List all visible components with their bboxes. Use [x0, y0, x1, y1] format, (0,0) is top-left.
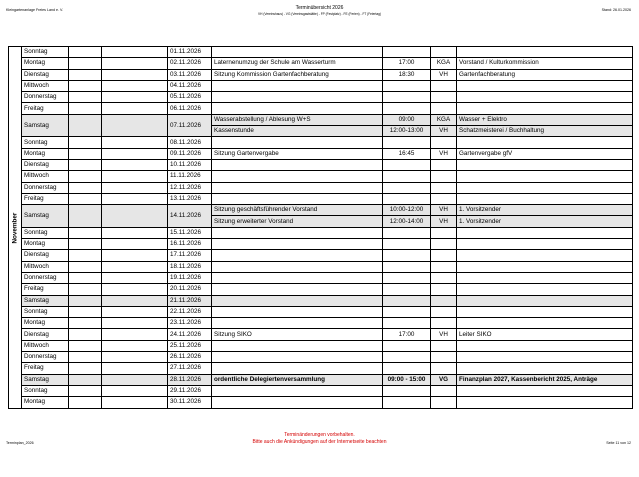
event-cell [212, 306, 383, 317]
time-cell [383, 295, 431, 306]
page-header [0, 5, 639, 16]
place-cell: VH [431, 69, 457, 80]
weekday-cell: Dienstag [22, 69, 69, 80]
date-cell: 27.11.2026 [168, 363, 212, 374]
date-cell: 28.11.2026 [168, 374, 212, 385]
table-row [9, 397, 633, 408]
date-cell: 04.11.2026 [168, 80, 212, 91]
table-row [9, 329, 633, 340]
page-title: Terminübersicht 2026 [295, 5, 344, 11]
time-cell [383, 47, 431, 58]
weekday-cell: Freitag [22, 103, 69, 114]
time-cell [383, 250, 431, 261]
time-cell: 09:00 - 15:00 [383, 374, 431, 385]
table-row [9, 272, 633, 283]
responsible-cell: Gartenvergabe gfV [457, 148, 633, 159]
responsible-cell [457, 159, 633, 170]
blank-cell [69, 171, 102, 182]
place-cell [431, 171, 457, 182]
table-row [9, 182, 633, 193]
weekday-cell: Sonntag [22, 385, 69, 396]
responsible-cell [457, 261, 633, 272]
month-label: November [9, 47, 22, 409]
table-row [9, 103, 633, 114]
blank-cell [102, 227, 168, 238]
table-row [9, 159, 633, 170]
place-cell: VH [431, 126, 457, 137]
place-cell: VH [431, 329, 457, 340]
event-cell [212, 250, 383, 261]
event-cell [212, 137, 383, 148]
event-cell: Kassenstunde [212, 126, 383, 137]
time-cell [383, 318, 431, 329]
responsible-cell [457, 239, 633, 250]
blank-cell [102, 363, 168, 374]
blank-cell [102, 250, 168, 261]
weekday-cell: Freitag [22, 284, 69, 295]
blank-cell [69, 352, 102, 363]
time-cell [383, 397, 431, 408]
date-cell: 23.11.2026 [168, 318, 212, 329]
blank-cell [102, 352, 168, 363]
footer-notice [0, 432, 639, 446]
weekday-cell: Mittwoch [22, 340, 69, 351]
table-row [9, 193, 633, 204]
blank-cell [102, 47, 168, 58]
place-cell [431, 227, 457, 238]
date-cell: 24.11.2026 [168, 329, 212, 340]
blank-cell [102, 114, 168, 137]
weekday-cell: Samstag [22, 205, 69, 228]
blank-cell [69, 159, 102, 170]
time-cell: 17:00 [383, 329, 431, 340]
location-legend: VH (Vereinshaus) - VG (Vereinsgaststätte) - FP (Festplatz) - FE (Ferien) - FT (Feiertag) [258, 12, 381, 16]
blank-cell [69, 92, 102, 103]
blank-cell [69, 374, 102, 385]
table-row [9, 306, 633, 317]
blank-cell [102, 318, 168, 329]
event-cell [212, 272, 383, 283]
event-cell: Wasserabstellung / Ablesung W+S [212, 114, 383, 125]
responsible-cell [457, 171, 633, 182]
event-cell [212, 227, 383, 238]
date-cell: 01.11.2026 [168, 47, 212, 58]
place-cell [431, 306, 457, 317]
place-cell: VH [431, 148, 457, 159]
responsible-cell [457, 182, 633, 193]
weekday-cell: Montag [22, 318, 69, 329]
time-cell [383, 385, 431, 396]
responsible-cell: Leiter SIKO [457, 329, 633, 340]
table-row [9, 239, 633, 250]
blank-cell [69, 182, 102, 193]
date-cell: 06.11.2026 [168, 103, 212, 114]
date-cell: 02.11.2026 [168, 58, 212, 69]
weekday-cell: Samstag [22, 374, 69, 385]
blank-cell [69, 69, 102, 80]
weekday-cell: Dienstag [22, 159, 69, 170]
event-cell [212, 352, 383, 363]
blank-cell [69, 137, 102, 148]
blank-cell [102, 103, 168, 114]
weekday-cell: Donnerstag [22, 182, 69, 193]
blank-cell [69, 227, 102, 238]
date-cell: 19.11.2026 [168, 272, 212, 283]
blank-cell [102, 272, 168, 283]
revision-date: Stand: 26.01.2026 [601, 8, 631, 12]
page-number: Seite 11 von 12 [606, 441, 631, 445]
weekday-cell: Donnerstag [22, 92, 69, 103]
time-cell [383, 340, 431, 351]
place-cell [431, 397, 457, 408]
table-row [9, 137, 633, 148]
responsible-cell: Vorstand / Kulturkommission [457, 58, 633, 69]
date-cell: 29.11.2026 [168, 385, 212, 396]
event-cell [212, 239, 383, 250]
blank-cell [69, 103, 102, 114]
weekday-cell: Freitag [22, 363, 69, 374]
blank-cell [69, 284, 102, 295]
date-cell: 30.11.2026 [168, 397, 212, 408]
time-cell [383, 182, 431, 193]
weekday-cell: Samstag [22, 114, 69, 137]
place-cell [431, 340, 457, 351]
event-cell [212, 318, 383, 329]
date-cell: 18.11.2026 [168, 261, 212, 272]
time-cell [383, 92, 431, 103]
place-cell: KGA [431, 58, 457, 69]
place-cell [431, 92, 457, 103]
time-cell [383, 103, 431, 114]
weekday-cell: Dienstag [22, 329, 69, 340]
place-cell [431, 261, 457, 272]
responsible-cell [457, 318, 633, 329]
responsible-cell [457, 250, 633, 261]
blank-cell [102, 193, 168, 204]
responsible-cell [457, 397, 633, 408]
event-cell [212, 385, 383, 396]
time-cell [383, 80, 431, 91]
blank-cell [69, 272, 102, 283]
blank-cell [69, 239, 102, 250]
time-cell: 16:45 [383, 148, 431, 159]
blank-cell [102, 385, 168, 396]
blank-cell [69, 295, 102, 306]
blank-cell [69, 47, 102, 58]
event-cell: Sitzung geschäftsführender Vorstand [212, 205, 383, 216]
place-cell [431, 272, 457, 283]
event-cell [212, 103, 383, 114]
table-row [9, 295, 633, 306]
place-cell [431, 385, 457, 396]
place-cell [431, 103, 457, 114]
event-cell [212, 159, 383, 170]
responsible-cell: Schatzmeisterei / Buchhaltung [457, 126, 633, 137]
time-cell [383, 171, 431, 182]
place-cell [431, 159, 457, 170]
time-cell: 12:00-14:00 [383, 216, 431, 227]
weekday-cell: Sonntag [22, 47, 69, 58]
blank-cell [102, 171, 168, 182]
event-cell: Sitzung erweiterter Vorstand [212, 216, 383, 227]
weekday-cell: Mittwoch [22, 80, 69, 91]
table-row [9, 318, 633, 329]
event-cell [212, 284, 383, 295]
weekday-cell: Donnerstag [22, 352, 69, 363]
date-cell: 17.11.2026 [168, 250, 212, 261]
time-cell [383, 352, 431, 363]
time-cell [383, 363, 431, 374]
blank-cell [69, 80, 102, 91]
place-cell [431, 47, 457, 58]
blank-cell [102, 205, 168, 228]
place-cell: KGA [431, 114, 457, 125]
blank-cell [102, 374, 168, 385]
blank-cell [69, 148, 102, 159]
event-cell [212, 182, 383, 193]
event-cell [212, 193, 383, 204]
time-cell: 17:00 [383, 58, 431, 69]
blank-cell [102, 92, 168, 103]
organization-name: Kleingartenanlage Freies Land e. V. [6, 8, 64, 12]
date-cell: 21.11.2026 [168, 295, 212, 306]
table-row [9, 227, 633, 238]
weekday-cell: Dienstag [22, 250, 69, 261]
weekday-cell: Samstag [22, 295, 69, 306]
blank-cell [69, 340, 102, 351]
place-cell [431, 284, 457, 295]
weekday-cell: Sonntag [22, 227, 69, 238]
responsible-cell [457, 227, 633, 238]
weekday-cell: Sonntag [22, 306, 69, 317]
responsible-cell [457, 295, 633, 306]
blank-cell [69, 261, 102, 272]
table-row [9, 363, 633, 374]
place-cell [431, 352, 457, 363]
time-cell [383, 284, 431, 295]
weekday-cell: Montag [22, 397, 69, 408]
responsible-cell [457, 80, 633, 91]
table-row [9, 80, 633, 91]
weekday-cell: Montag [22, 239, 69, 250]
blank-cell [102, 159, 168, 170]
responsible-cell [457, 340, 633, 351]
blank-cell [102, 182, 168, 193]
place-cell [431, 239, 457, 250]
date-cell: 11.11.2026 [168, 171, 212, 182]
date-cell: 08.11.2026 [168, 137, 212, 148]
responsible-cell [457, 47, 633, 58]
table-row [9, 374, 633, 385]
blank-cell [69, 318, 102, 329]
blank-cell [69, 329, 102, 340]
blank-cell [69, 385, 102, 396]
time-cell [383, 193, 431, 204]
responsible-cell [457, 306, 633, 317]
responsible-cell: Gartenfachberatung [457, 69, 633, 80]
time-cell [383, 239, 431, 250]
responsible-cell: 1. Vorsitzender [457, 216, 633, 227]
date-cell: 16.11.2026 [168, 239, 212, 250]
event-cell [212, 295, 383, 306]
responsible-cell [457, 193, 633, 204]
responsible-cell [457, 103, 633, 114]
blank-cell [102, 295, 168, 306]
responsible-cell [457, 137, 633, 148]
responsible-cell: Wasser + Elektro [457, 114, 633, 125]
weekday-cell: Mittwoch [22, 171, 69, 182]
blank-cell [69, 58, 102, 69]
responsible-cell: 1. Vorsitzender [457, 205, 633, 216]
table-row [9, 261, 633, 272]
blank-cell [69, 363, 102, 374]
blank-cell [102, 329, 168, 340]
time-cell: 09:00 [383, 114, 431, 125]
table-row [9, 284, 633, 295]
place-cell [431, 250, 457, 261]
date-cell: 03.11.2026 [168, 69, 212, 80]
blank-cell [102, 137, 168, 148]
event-cell: ordentliche Delegiertenversammlung [212, 374, 383, 385]
time-cell: 12:00-13:00 [383, 126, 431, 137]
footer-notice-line1: Terminänderungen vorbehalten. [284, 432, 355, 438]
blank-cell [69, 306, 102, 317]
date-cell: 10.11.2026 [168, 159, 212, 170]
weekday-cell: Sonntag [22, 137, 69, 148]
date-cell: 12.11.2026 [168, 182, 212, 193]
table-row [9, 114, 633, 125]
time-cell: 10:00-12:00 [383, 205, 431, 216]
event-cell [212, 261, 383, 272]
table-row [9, 58, 633, 69]
time-cell [383, 306, 431, 317]
event-cell [212, 340, 383, 351]
blank-cell [102, 239, 168, 250]
date-cell: 20.11.2026 [168, 284, 212, 295]
calendar-table [8, 46, 633, 409]
time-cell [383, 159, 431, 170]
blank-cell [102, 284, 168, 295]
date-cell: 05.11.2026 [168, 92, 212, 103]
time-cell [383, 137, 431, 148]
time-cell: 18:30 [383, 69, 431, 80]
blank-cell [102, 80, 168, 91]
blank-cell [69, 250, 102, 261]
weekday-cell: Montag [22, 148, 69, 159]
blank-cell [69, 397, 102, 408]
place-cell [431, 193, 457, 204]
blank-cell [102, 69, 168, 80]
place-cell [431, 80, 457, 91]
blank-cell [102, 340, 168, 351]
blank-cell [69, 193, 102, 204]
table-row [9, 205, 633, 216]
event-cell: Sitzung Kommission Gartenfachberatung [212, 69, 383, 80]
weekday-cell: Mittwoch [22, 261, 69, 272]
event-cell [212, 47, 383, 58]
table-row [9, 69, 633, 80]
responsible-cell: Finanzplan 2027, Kassenbericht 2025, Anträge [457, 374, 633, 385]
date-cell: 14.11.2026 [168, 205, 212, 228]
place-cell: VH [431, 216, 457, 227]
event-cell [212, 363, 383, 374]
blank-cell [69, 114, 102, 137]
time-cell [383, 227, 431, 238]
place-cell: VG [431, 374, 457, 385]
responsible-cell [457, 92, 633, 103]
event-cell: Laternenumzug der Schule am Wasserturm [212, 58, 383, 69]
event-cell: Sitzung Gartenvergabe [212, 148, 383, 159]
date-cell: 09.11.2026 [168, 148, 212, 159]
date-cell: 07.11.2026 [168, 114, 212, 137]
time-cell [383, 272, 431, 283]
date-cell: 13.11.2026 [168, 193, 212, 204]
date-cell: 25.11.2026 [168, 340, 212, 351]
date-cell: 22.11.2026 [168, 306, 212, 317]
date-cell: 26.11.2026 [168, 352, 212, 363]
weekday-cell: Donnerstag [22, 272, 69, 283]
blank-cell [102, 397, 168, 408]
responsible-cell [457, 272, 633, 283]
place-cell [431, 182, 457, 193]
responsible-cell [457, 363, 633, 374]
table-row [9, 47, 633, 58]
weekday-cell: Montag [22, 58, 69, 69]
time-cell [383, 261, 431, 272]
place-cell [431, 363, 457, 374]
blank-cell [102, 58, 168, 69]
event-cell: Sitzung SIKO [212, 329, 383, 340]
place-cell [431, 295, 457, 306]
table-row [9, 385, 633, 396]
table-row [9, 92, 633, 103]
blank-cell [102, 261, 168, 272]
footer-filename: Terminplan_2026 [6, 441, 34, 445]
responsible-cell [457, 284, 633, 295]
footer-notice-line2: Bitte auch die Ankündigungen auf der Internetseite beachten [252, 439, 387, 445]
blank-cell [102, 148, 168, 159]
place-cell [431, 137, 457, 148]
table-row [9, 352, 633, 363]
place-cell: VH [431, 205, 457, 216]
table-row [9, 171, 633, 182]
table-row [9, 340, 633, 351]
event-cell [212, 171, 383, 182]
responsible-cell [457, 385, 633, 396]
event-cell [212, 397, 383, 408]
event-cell [212, 92, 383, 103]
blank-cell [102, 306, 168, 317]
responsible-cell [457, 352, 633, 363]
event-cell [212, 80, 383, 91]
table-row [9, 250, 633, 261]
blank-cell [69, 205, 102, 228]
place-cell [431, 318, 457, 329]
table-row [9, 148, 633, 159]
weekday-cell: Freitag [22, 193, 69, 204]
date-cell: 15.11.2026 [168, 227, 212, 238]
